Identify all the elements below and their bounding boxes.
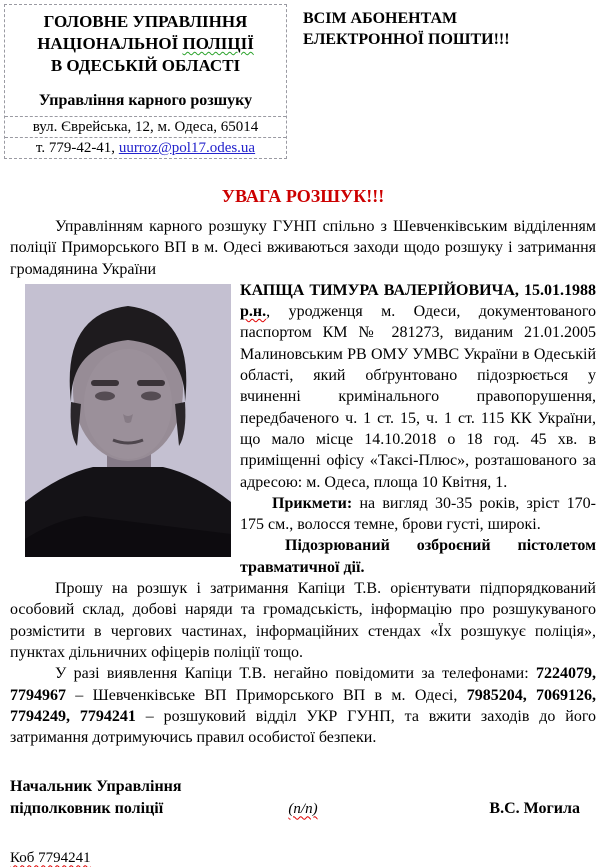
agency-name-line3: В ОДЕСЬКІЙ ОБЛАСТІ (50, 56, 241, 75)
request-paragraph: Прошу на розшук і затримання Капіци Т.В. орієнтувати підпорядкований особовий склад, добові наряди та громадськість, інформацію про розшукуваного розмістити в чергових частинах, інформаційних стендах «Їх розшукує поліція», пунктах дільничних офіцерів поліції тощо. (10, 580, 596, 661)
features-label: Прикмети: (272, 494, 353, 512)
agency-address: вул. Єврейська, 12, м. Одеса, 65014 (5, 116, 286, 137)
suspect-name: КАПЩА ТИМУРА ВАЛЕРІЙОВИЧА, 15.01.1988 (240, 281, 596, 299)
agency-email-link[interactable]: uurroz@pol17.odes.ua (118, 140, 256, 156)
armed-warning: Підозрюваний озброєний пістолетом травматичної дії. (240, 537, 596, 576)
birth-abbr: р.н. (240, 303, 267, 321)
pp-signature-mark: (п/п) (288, 801, 318, 818)
agency-name-line2: НАЦІОНАЛЬНОЇ ПОЛІЦІЇ (37, 34, 254, 53)
agency-contacts (5, 137, 286, 158)
signature-block (10, 776, 596, 820)
phone-numbers-2: 7985204, 7069126, 7794249, 7794241 (10, 686, 596, 725)
signature-row (10, 798, 596, 820)
intro-paragraph: Управлінням карного розшуку ГУНП спільно з Шевченківським відділенням поліції Приморського ВП в м. Одесі вживаються заходи щодо розшуку і затримання громадянина України (10, 218, 596, 278)
footer-code (10, 850, 596, 867)
document-header (0, 0, 606, 159)
contacts-paragraph: У разі виявлення Капіци Т.В. негайно повідомити за телефонами: 7224079, 7794967 – Шевченківське ВП Приморського ВП в м. Одесі, 7985204, 7069126, 7794249, 7794241 – розшуковий відділ УКР ГУНП, та вжити заходів до його затримання дотримуючись правил особистої безпеки. (10, 665, 597, 747)
agency-name-line1: ГОЛОВНЕ УПРАВЛІННЯ (43, 12, 248, 31)
signer-position-line2: підполковник поліції (10, 800, 164, 818)
signer-position-line1: Начальник Управління (10, 778, 182, 796)
footer-code-word: Коб 7794241 (10, 850, 91, 867)
suspect-photo-image (25, 284, 231, 557)
spellcheck-flagged-word: ПОЛІЦІЇ (182, 34, 254, 53)
agency-header-box (4, 4, 287, 159)
signer-name: В.С. Могила (489, 800, 580, 818)
agency-phone: т. 779-42-41, (35, 140, 119, 156)
features-text: на вигляд 30-35 років, зріст 170-175 см., волосся темне, брови густі, широкі. (240, 494, 596, 534)
suspect-details: , уродженця м. Одеси, документованого паспортом КМ № 281273, виданим 21.01.2005 Малиновським РВ ОМУ УМВС України в Одеській області, який обґрунтовано підозрюється у вчиненні кримінального правопорушення, передбаченого ч. 1 ст. 15, ч. 1 ст. 115 КК України, що мало місце 14.10.2018 о 18 год. 45 хв. в приміщенні офісу «Таксі-Плюс», розташованого за адресою: м. Одеса, площа 10 Квітня, 1. (240, 303, 596, 491)
department-name: Управління карного розшуку (38, 92, 253, 109)
page-title: УВАГА РОЗШУК!!! (221, 186, 385, 206)
agency-name (5, 5, 286, 77)
phone-numbers-1: 7224079, 7794967 (10, 665, 596, 704)
suspect-photo (25, 284, 231, 557)
suspect-section (10, 280, 596, 536)
recipients-note: ВСІМ АБОНЕНТАМ ЕЛЕКТРОННОЇ ПОШТИ!!! (303, 10, 510, 48)
